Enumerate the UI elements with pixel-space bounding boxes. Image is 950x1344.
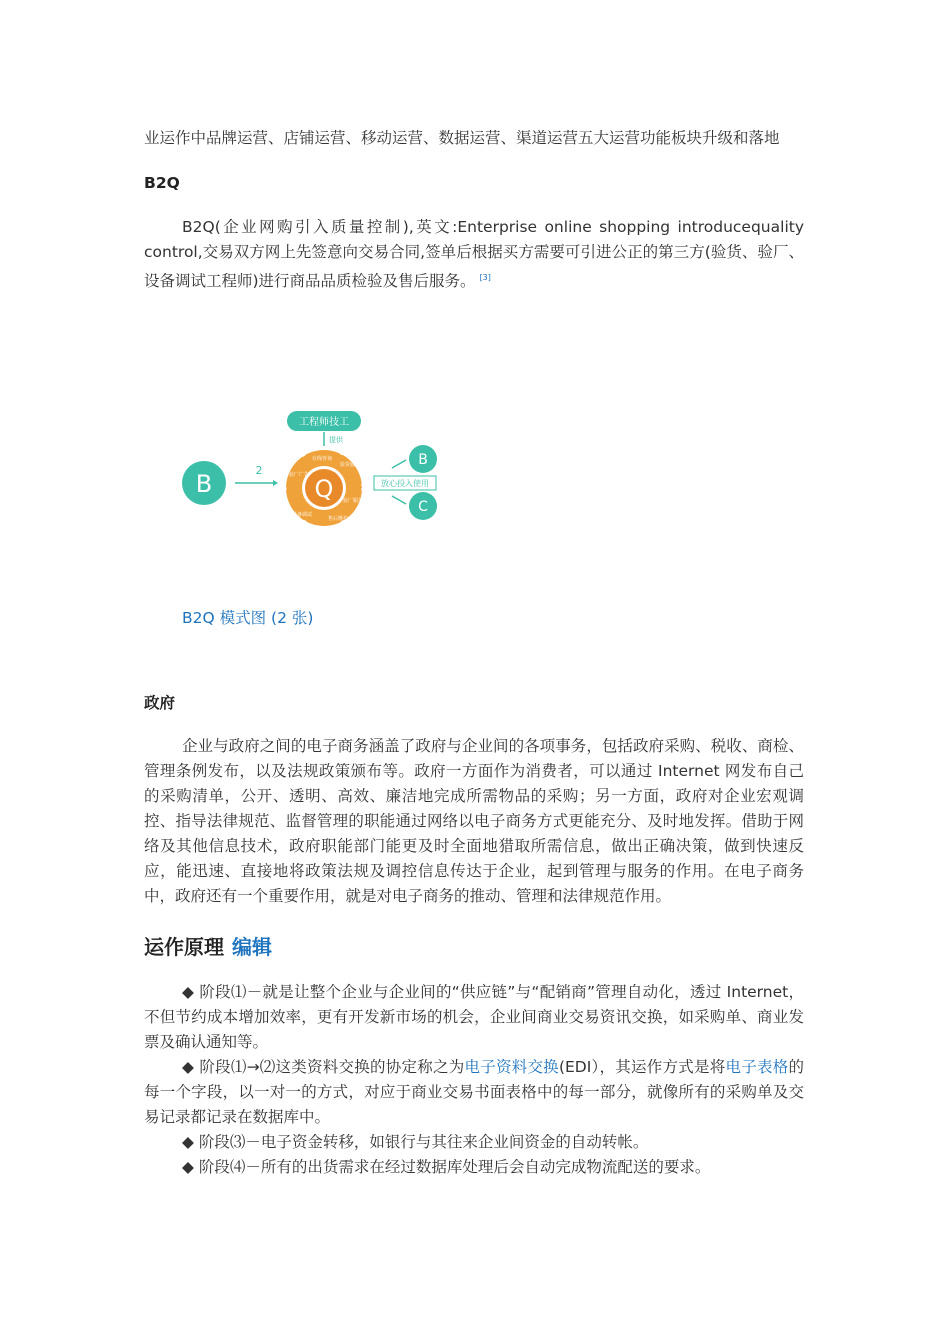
q-segment-3: 验厂服务 [343, 498, 364, 504]
engineer-label: 工程师技工 [299, 417, 349, 428]
stage-3: ◆ 阶段⑶－电子资金转移，如银行与其往来企业间资金的自动转帐。 [182, 1133, 649, 1151]
intro-paragraph: 业运作中品牌运营、店铺运营、移动运营、数据运营、渠道运营五大运营功能板块升级和落地 [144, 129, 780, 147]
reassure-label: 放心投入使用 [381, 479, 429, 488]
b2q-heading: B2Q [144, 174, 180, 192]
reference-link[interactable]: [3] [479, 273, 491, 282]
stage-1: ◆ 阶段⑴－就是让整个企业与企业间的“供应链”与“配销商”管理自动化，透过 Internet，不但节约成本增加效率，更有开发新市场的机会，企业间商业交易资讯交换，如采购单、商业发票及确认通知等。 [144, 983, 804, 1051]
right-c-letter: C [418, 499, 428, 515]
buyer-letter: B [195, 470, 213, 498]
q-segment-4: 售后维护 [328, 516, 349, 522]
figure-caption-link[interactable]: B2Q 模式图 (2 张) [182, 609, 314, 627]
spreadsheet-link[interactable]: 电子表格 [725, 1058, 789, 1076]
section-title [144, 931, 804, 960]
q-segment-6: 验厂广告 [289, 472, 310, 478]
right-b-letter: B [418, 452, 428, 468]
q-segment-2: 验货服务 [340, 462, 361, 468]
provide-label: 提供 [329, 436, 343, 444]
b2q-text: B2Q(企业网购引入质量控制),英文:Enterprise online shopping introducequality control,交易双方网上先签意向交易合同,签单后根据买方需要可引进公正的第三方(验货、验厂、设备调试工程师)进行商品品质检验及售后服务。 [144, 218, 804, 291]
b2q-paragraph [144, 215, 804, 294]
government-heading: 政府 [144, 694, 176, 712]
arrow-to-b [392, 460, 406, 468]
q-segment-1: 在线咨询 [312, 456, 333, 462]
b2q-diagram [180, 404, 444, 538]
stage-2-text-a: ◆ 阶段⑴→⑵这类资料交换的协定称之为 [182, 1058, 465, 1076]
q-letter: Q [314, 475, 334, 503]
stage-4: ◆ 阶段⑷－所有的出货需求在经过数据库处理后会自动完成物流配送的要求。 [182, 1158, 711, 1176]
stage-2 [144, 1055, 804, 1130]
stage-2-text-b: (EDI），其运作方式是将 [558, 1058, 726, 1076]
arrow-to-c [392, 496, 406, 504]
government-paragraph: 企业与政府之间的电子商务涵盖了政府与企业间的各项事务，包括政府采购、税收、商检、管理条例发布，以及法规政策颁布等。政府一方面作为消费者，可以通过 Internet 网发布自己的采购清单，公开、透明、高效、廉洁地完成所需物品的采购；另一方面，政府对企业宏观调控、指导法律规范、监督管理的职能通过网络以电子商务方式更能充分、及时地发挥。借助于网络及其他信息技术，政府职能部门能更及时全面地猎取所需信息，做出正确决策，做到快速反应，能迅速、直接地将政策法规及调控信息传达于企业，起到管理与服务的作用。在电子商务中，政府还有一个重要作用，就是对电子商务的推动、管理和法律规范作用。 [144, 737, 804, 905]
principle-title: 运作原理 [144, 935, 224, 959]
edi-link[interactable]: 电子资料交换 [464, 1058, 559, 1076]
stage-list [144, 980, 804, 1180]
q-segment-5: 设备调试 [292, 512, 313, 518]
stage-2-text-c: 的每一个字段，以一对一的方式，对应于商业交易书面表格中的每一部分，就像所有的采购单及交易记录都记录在数据库中。 [144, 1058, 804, 1126]
document-body [144, 126, 804, 294]
edit-link[interactable]: 编辑 [232, 935, 272, 959]
government-section [144, 691, 804, 1180]
flow-arrowhead [273, 480, 278, 486]
arrow-number: 2 [255, 464, 263, 477]
